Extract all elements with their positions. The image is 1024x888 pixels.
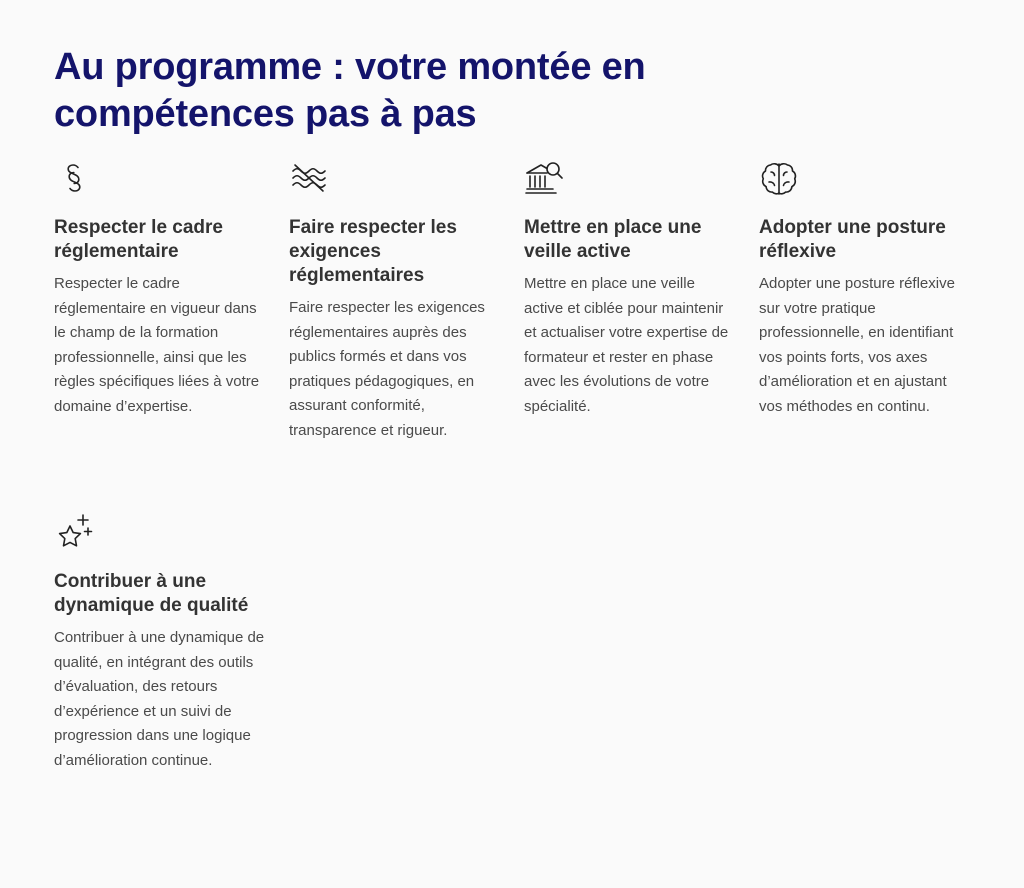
skill-card-description: Contribuer à une dynamique de qualité, en intégrant des outils d’évaluation, des retours d’expérience et un suivi de progression dans une logique d’amélioration continue. [54,629,265,769]
institution-search-icon [524,158,564,198]
skill-card-regulatory-framework [54,158,266,419]
skill-card-title: Faire respecter les exigences réglementaires [289,217,457,286]
section-title: Au programme : votre montée en compétences pas à pas [54,46,646,135]
section-sign-icon [54,158,94,198]
skill-card-title: Respecter le cadre réglementaire [54,217,223,262]
brain-icon [759,158,799,198]
skill-card-description: Adopter une posture réflexive sur votre pratique professionnelle, en identifiant vos points forts, vos axes d’amélioration et en ajustant vos méthodes en continu. [759,275,955,415]
skill-card-enforce-requirements [289,158,501,443]
skill-card-title: Adopter une posture réflexive [759,217,946,262]
skill-card-reflexive-posture [759,158,971,419]
skill-card-quality-dynamic [54,512,266,773]
star-sparkle-icon [54,512,94,552]
skill-card-title: Contribuer à une dynamique de qualité [54,571,249,616]
skill-card-description: Mettre en place une veille active et ciblée pour maintenir et actualiser votre expertise de formateur et rester en phase avec les évolutions de votre spécialité. [524,275,729,415]
skill-card-title: Mettre en place une veille active [524,217,702,262]
program-section [54,44,994,769]
crossed-waves-icon [289,158,329,198]
skill-card-active-watch [524,158,736,419]
skill-card-description: Respecter le cadre réglementaire en vigueur dans le champ de la formation professionnelle, ainsi que les règles spécifiques liées à votre domaine d’expertise. [54,275,260,415]
skill-card-description: Faire respecter les exigences réglementaires auprès des publics formés et dans vos pratiques pédagogiques, en assurant conformité, transparence et rigueur. [289,299,485,439]
